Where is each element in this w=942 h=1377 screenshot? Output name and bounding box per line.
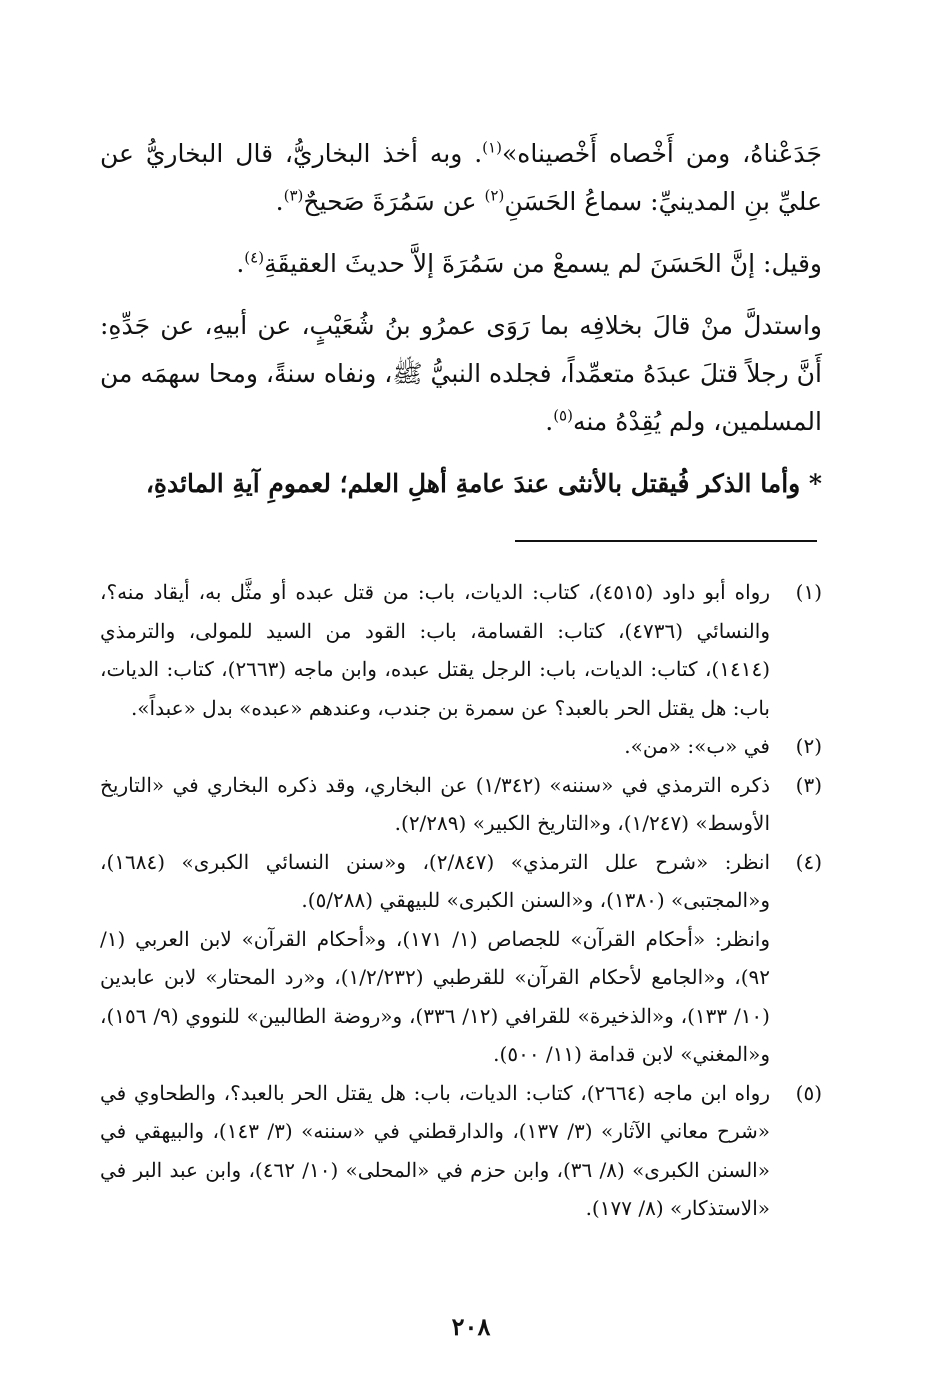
footnote-number: (٢): [795, 734, 822, 758]
main-text: [100, 130, 822, 522]
footnote-text: في «ب»: «من».: [624, 734, 770, 758]
footnotes: [100, 573, 822, 1228]
footnote-ref-2[interactable]: (٢): [484, 186, 505, 205]
section-heading: * وأما الذكر فُيقتل بالأنثى عندَ عامةِ أهلِ العلم؛ لعمومِ آيةِ المائدةِ،: [145, 469, 822, 498]
paragraph-3: واستدلَّ منْ قالَ بخلافِه بما رَوَى عمرُو بنُ شُعَيْبٍ، عن أبيهِ، عن جَدِّهِ: أَنَّ رجلاً قتلَ عبدَهُ متعمِّداً، فجلده النبيُّ ﷺ، ونفاه سنةً، ومحا سهمَه من المسلمين، ولم يُقِدْهُ منه$^{(٥)}$.: [100, 311, 822, 436]
footnote-body: [100, 1074, 770, 1228]
footnote-ref-3[interactable]: (٣): [283, 186, 304, 205]
footnote-number: (١): [795, 580, 822, 604]
footnote-number: (٣): [795, 772, 822, 797]
footnote-separator: [515, 540, 817, 542]
footnote-text: وانظر: «أحكام القرآن» للجصاص (١/ ١٧١)، و«أحكام القرآن» لابن العربي (١/ ٩٢)، و«الجامع لأحكام القرآن» للقرطبي (١/٢/٢٣٢)، و«رد المحتار» لابن عابدين (١٠/ ١٣٣)، و«الذخيرة» للقرافي (١٢/ ٣٣٦)، و«روضة الطالبين» للنووي (٩/ ١٥٦)، و«المغني» لابن قدامة (١١/ ٥٠٠).: [100, 926, 770, 1066]
footnote-4: [100, 843, 822, 1074]
footnote-ref-4[interactable]: (٤): [244, 248, 265, 267]
footnote-2: [100, 727, 822, 766]
footnote-3: [100, 766, 822, 843]
footnote-body: [100, 766, 770, 843]
paragraph-2: وقيل: إنَّ الحَسَنَ لم يسمعْ من سَمُرَةَ إلاَّ حديثَ العقيقَةِ$^{(٤)}$.: [236, 248, 822, 278]
footnote-ref-1[interactable]: (١): [482, 138, 502, 157]
footnote-body: [100, 843, 770, 1074]
footnote-body: [100, 573, 770, 727]
paragraph-1: جَدَعْناهُ، ومن أَخْصاه أَخْصيناه»$^{(١)}$. وبه أخذ البخاريُّ، قال البخاريُّ عن عليِّ بنِ المدينيِّ: سماعُ الحَسَنِ$^{(٢)}$ عن سَمُرَةَ صَحيحٌ$^{(٣)}$.: [100, 138, 822, 216]
footnote-number: (٤): [795, 849, 822, 874]
footnote-body: [100, 727, 770, 766]
footnote-text: انظر: «شرح علل الترمذي» (٢/٨٤٧)، و«سنن النسائي الكبرى» (١٦٨٤)، و«المجتبى» (١٣٨٠)، و«السنن الكبرى» للبيهقي (٥/٢٨٨).: [100, 849, 770, 912]
footnote-text: ذكره الترمذي في «سننه» (١/٣٤٢) عن البخاري، وقد ذكره البخاري في «التاريخ الأوسط» (١/٢٤٧)، و«التاريخ الكبير» (٢/٢٨٩).: [100, 772, 770, 835]
footnote-ref-5[interactable]: (٥): [553, 406, 573, 425]
footnote-1: [100, 573, 822, 727]
footnote-text: رواه أبو داود (٤٥١٥)، كتاب: الديات، باب: من قتل عبده أو مثَّل به، أيقاد منه؟، والنسائي (٤٧٣٦)، كتاب: القسامة، باب: القود من السيد للمولى، والترمذي (١٤١٤)، كتاب: الديات، باب: الرجل يقتل عبده، وابن ماجه (٢٦٦٣)، كتاب: الديات، باب: هل يقتل الحر بالعبد؟ عن سمرة بن جندب، وعندهم «عبده» بدل «عبداً».: [100, 580, 771, 720]
page-number: ٢٠٨: [451, 1312, 491, 1341]
footnote-number: (٥): [795, 1080, 822, 1105]
footnote-5: [100, 1074, 822, 1228]
footnote-text: رواه ابن ماجه (٢٦٦٤)، كتاب: الديات، باب: هل يقتل الحر بالعبد؟، والطحاوي في «شرح معاني الآثار» (٣/ ١٣٧)، والدارقطني في «سننه» (٣/ ١٤٣)، والبيهقي في «السنن الكبرى» (٨/ ٣٦)، وابن حزم في «المحلى» (١٠/ ٤٦٢)، وابن عبد البر في «الاستذكار» (٨/ ١٧٧).: [100, 1080, 770, 1220]
